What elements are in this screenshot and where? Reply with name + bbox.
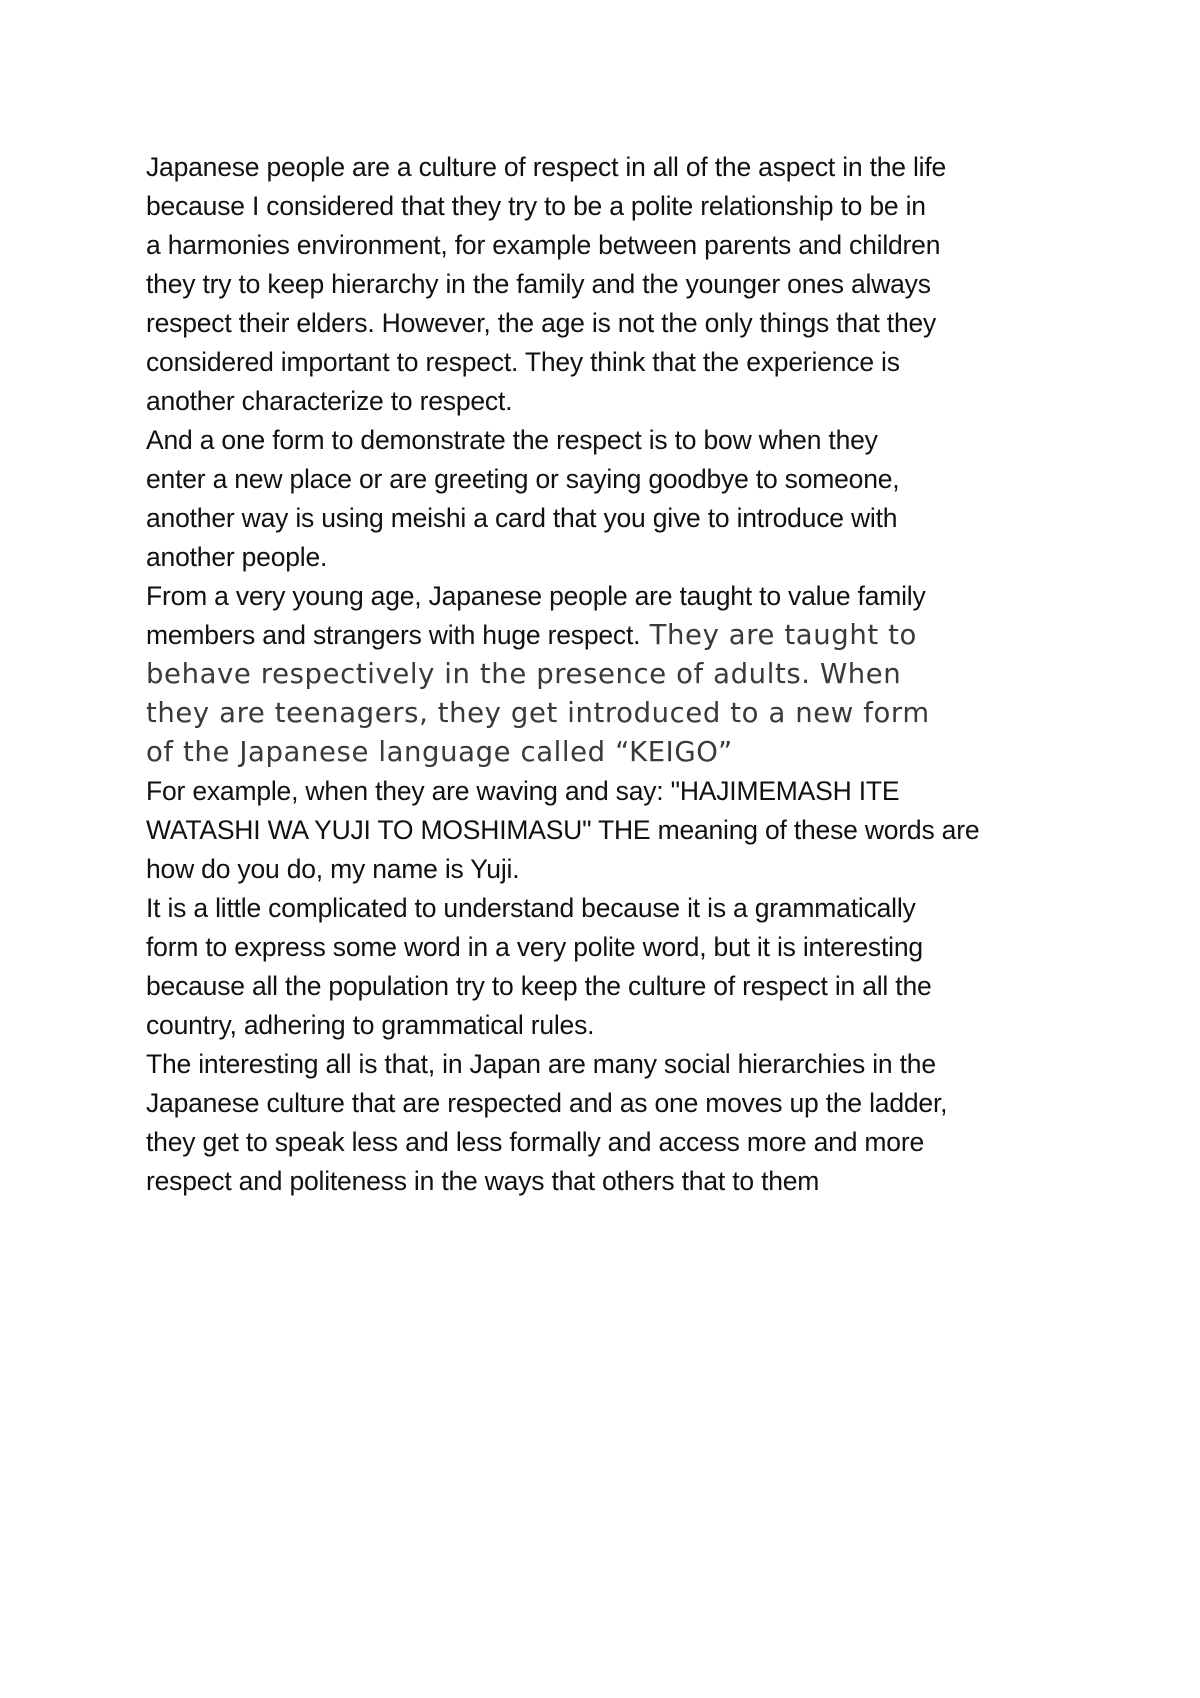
text-line: how do you do, my name is Yuji. [146,854,520,884]
text-line: WATASHI WA YUJI TO MOSHIMASU" THE meaning of these words are [146,815,980,845]
text-line: Japanese people are a culture of respect in all of the aspect in the life [146,152,947,182]
text-line: they get to speak less and less formally and access more and more [146,1127,924,1157]
text-line: The interesting all is that, in Japan are many social hierarchies in the [146,1049,936,1079]
text-line: For example, when they are waving and say: "HAJIMEMASH ITE [146,776,900,806]
text-segment: members and strangers with huge respect. [146,620,641,650]
text-line: respect and politeness in the ways that others that to them [146,1166,820,1196]
text-line: because all the population try to keep the culture of respect in all the [146,971,932,1001]
text-line: And a one form to demonstrate the respect is to bow when they [146,425,878,455]
text-line: of the Japanese language called “KEIGO” [146,736,733,768]
text-line: they are teenagers, they get introduced to a new form [146,697,930,729]
text-line: because I considered that they try to be a polite relationship to be in [146,191,926,221]
text-line: behave respectively in the presence of adults. When [146,658,902,690]
text-line: respect their elders. However, the age is not the only things that they [146,308,937,338]
text-line: another people. [146,542,328,572]
text-line: country, adhering to grammatical rules. [146,1010,595,1040]
text-line [146,616,1076,655]
text-line: It is a little complicated to understand because it is a grammatically [146,893,916,923]
text-line: Japanese culture that are respected and as one moves up the ladder, [146,1088,948,1118]
text-line: From a very young age, Japanese people are taught to value family [146,581,926,611]
text-line: form to express some word in a very polite word, but it is interesting [146,932,923,962]
text-line: a harmonies environment, for example between parents and children [146,230,941,260]
text-line: they try to keep hierarchy in the family and the younger ones always [146,269,931,299]
text-line: another way is using meishi a card that you give to introduce with [146,503,898,533]
document-body [146,148,1076,1201]
text-line: another characterize to respect. [146,386,513,416]
text-line: enter a new place or are greeting or saying goodbye to someone, [146,464,900,494]
text-segment-alt-font: They are taught to [640,619,917,651]
text-line: considered important to respect. They think that the experience is [146,347,900,377]
